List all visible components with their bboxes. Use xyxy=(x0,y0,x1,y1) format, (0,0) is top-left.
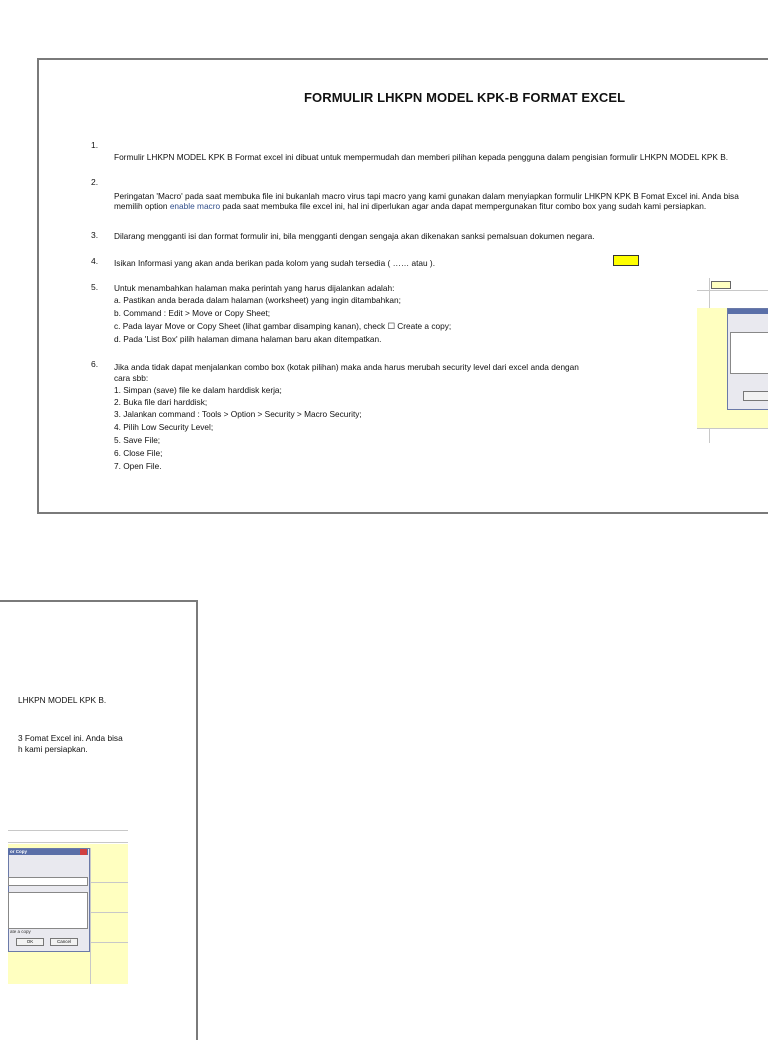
enable-macro-link: enable macro xyxy=(169,201,221,211)
item-6-line-4: 2. Buka file dari harddisk; xyxy=(114,397,208,407)
item-6-line-6: 4. Pilih Low Security Level; xyxy=(114,422,214,432)
item-6-line-8: 6. Close File; xyxy=(114,448,163,458)
item-6-line-7: 5. Save File; xyxy=(114,435,161,445)
ok-button: OK xyxy=(16,938,44,946)
item-5-number: 5. xyxy=(91,282,99,292)
create-copy-label: ate a copy xyxy=(10,929,31,934)
yellow-field-sample xyxy=(613,255,639,266)
item-3-text: Dilarang mengganti isi dan format formulir ini, bila mengganti dengan sengaja akan dikenakan sanksi pemalsuan dokumen negara. xyxy=(114,231,595,241)
item-5-line-4: c. Pada layar Move or Copy Sheet (lihat gambar disamping kanan), check ☐ Create a copy; xyxy=(114,321,452,331)
move-copy-screenshot-thumbnail xyxy=(697,278,768,443)
item-2-number: 2. xyxy=(91,177,99,187)
dialog-title: or Copy xyxy=(10,849,28,854)
item-4-number: 4. xyxy=(91,256,99,266)
item-2-text-line-1: Peringatan 'Macro' pada saat membuka file ini bukanlah macro virus tapi macro yang kami gunakan dalam menyiapkan formulir LHKPN KPK B Fomat Excel ini. Anda bisa xyxy=(114,191,739,201)
item-5-line-1: Untuk menambahkan halaman maka perintah yang harus dijalankan adalah: xyxy=(114,283,395,293)
move-copy-dialog-thumbnail xyxy=(8,822,128,987)
item-3-number: 3. xyxy=(91,230,99,240)
cancel-button: Cancel xyxy=(50,938,78,946)
document-page-1 xyxy=(37,58,768,514)
item-5-line-3: b. Command : Edit > Move or Copy Sheet; xyxy=(114,308,271,318)
page-title: FORMULIR LHKPN MODEL KPK-B FORMAT EXCEL xyxy=(304,90,626,105)
item-5-line-2: a. Pastikan anda berada dalam halaman (worksheet) yang ingin ditambahkan; xyxy=(114,295,401,305)
item-6-line-2: cara sbb: xyxy=(114,373,149,383)
item-1-text: Formulir LHKPN MODEL KPK B Format excel ini dibuat untuk mempermudah dan memberi pilihan kepada pengguna dalam pengisian formulir LHKPN MODEL KPK B. xyxy=(114,152,729,162)
item-4-text: Isikan Informasi yang akan anda berikan pada kolom yang sudah tersedia ( …… atau ). xyxy=(114,258,435,268)
item-2-text-line-2: memilih option enable macro pada saat membuka file excel ini, hal ini diperlukan agar anda dapat mempergunakan fitur combo box yang sudah kami persiapkan. xyxy=(114,201,707,211)
page2-line-2: 3 Fomat Excel ini. Anda bisa xyxy=(18,733,123,743)
item-1-number: 1. xyxy=(91,140,99,150)
page2-line-1: LHKPN MODEL KPK B. xyxy=(18,695,107,705)
item-5-line-5: d. Pada 'List Box' pilih halaman dimana halaman baru akan ditempatkan. xyxy=(114,334,382,344)
item-6-line-1: Jika anda tidak dapat menjalankan combo box (kotak pilihan) maka anda harus merubah security level dari excel anda dengan xyxy=(114,362,579,372)
item-6-number: 6. xyxy=(91,359,99,369)
item-6-line-9: 7. Open File. xyxy=(114,461,162,471)
document-page-2 xyxy=(0,600,198,1040)
page2-line-3: h kami persiapkan. xyxy=(18,744,88,754)
item-6-line-3: 1. Simpan (save) file ke dalam harddisk kerja; xyxy=(114,385,282,395)
item-6-line-5: 3. Jalankan command : Tools > Option > Security > Macro Security; xyxy=(114,409,362,419)
